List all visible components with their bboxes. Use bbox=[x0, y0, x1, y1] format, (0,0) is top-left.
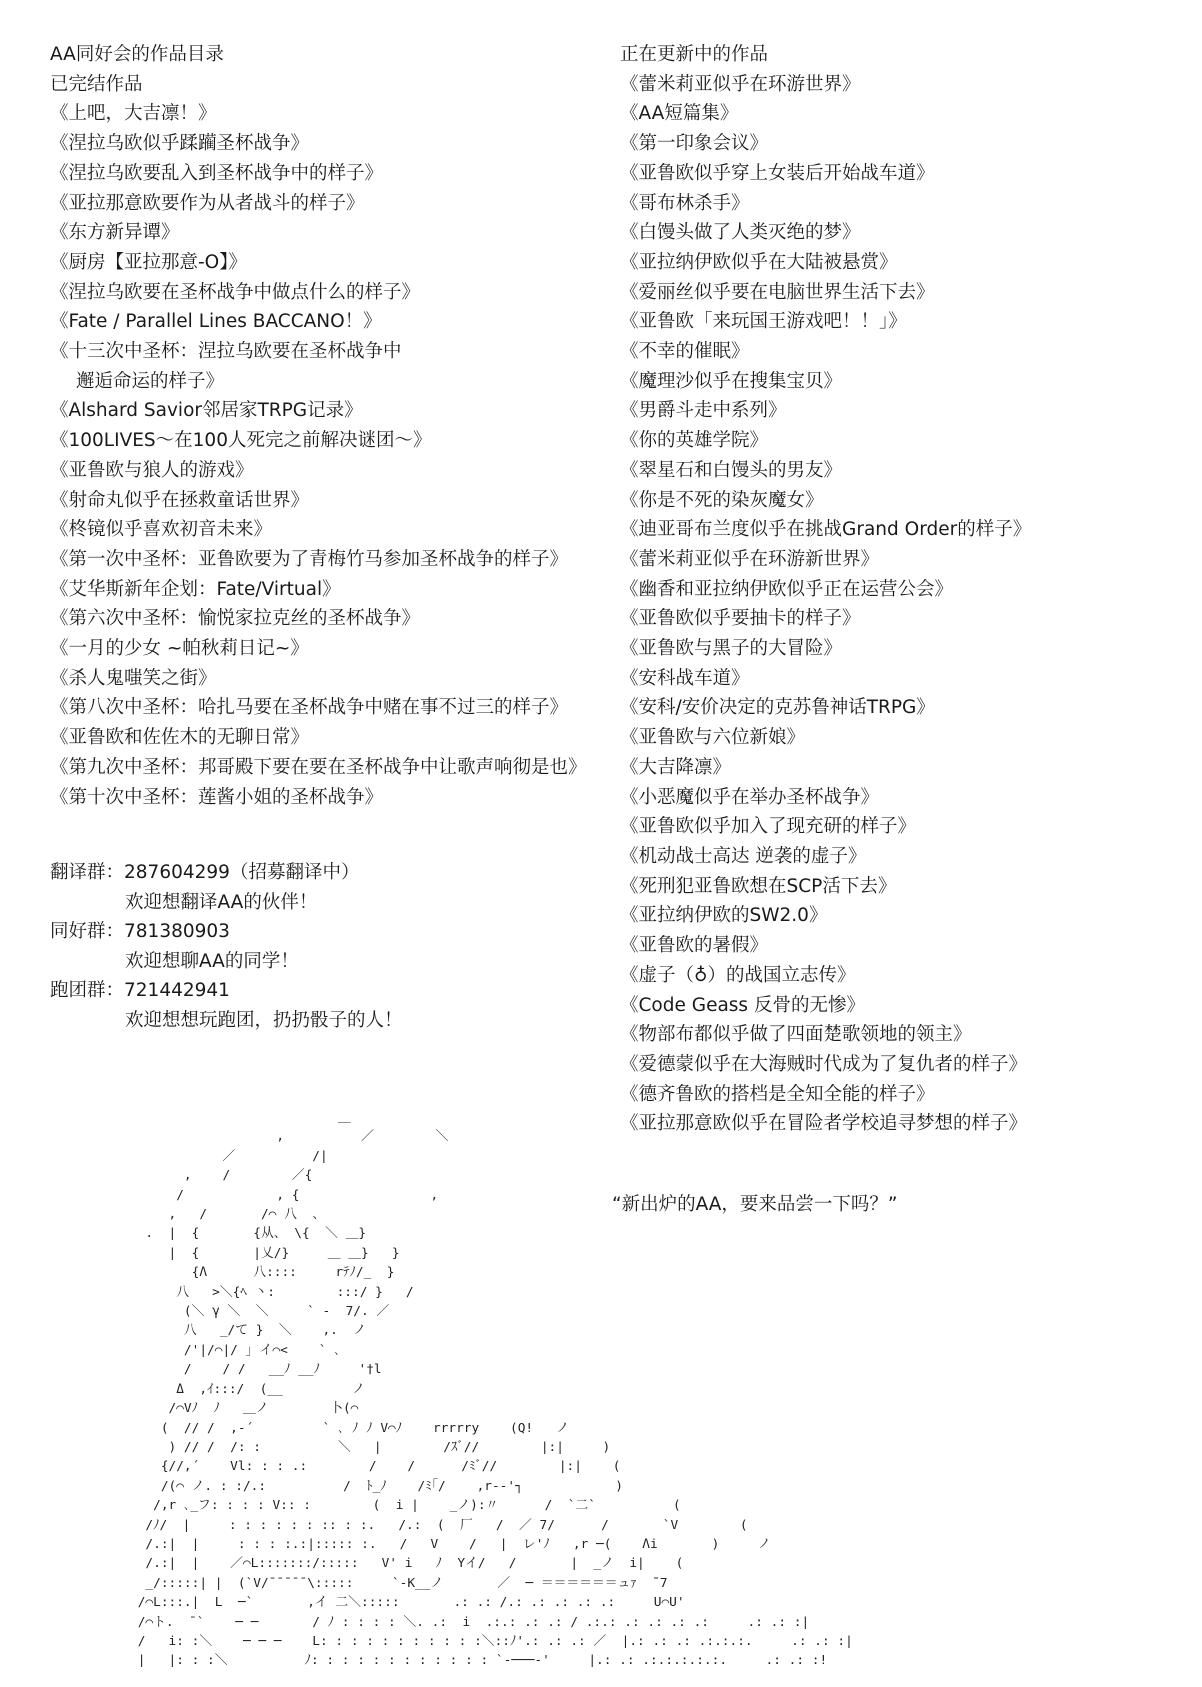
work-item: 《机动战士高达 逆袭的虚子》 bbox=[620, 845, 867, 867]
group-contacts bbox=[50, 858, 590, 1036]
work-item: 《安科战车道》 bbox=[620, 667, 750, 689]
work-item: 《涅拉乌欧要在圣杯战争中做点什么的样子》 bbox=[50, 281, 421, 303]
work-item: 《十三次中圣杯：涅拉乌欧要在圣杯战争中 bbox=[50, 341, 402, 363]
work-item: 《物部布都似乎做了四面楚歌领地的领主》 bbox=[620, 1024, 972, 1046]
translate-group bbox=[50, 858, 590, 888]
work-item: 《涅拉乌欧要乱入到圣杯战争中的样子》 bbox=[50, 162, 384, 184]
work-item: 《一月的少女 ~帕秋莉日记~》 bbox=[50, 638, 309, 660]
work-item: 《小恶魔似乎在举办圣杯战争》 bbox=[620, 786, 880, 808]
work-item: 《东方新异谭》 bbox=[50, 222, 180, 244]
work-item: 《Alshard Savior邻居家TRPG记录》 bbox=[50, 400, 363, 422]
trpg-group bbox=[50, 976, 590, 1006]
catalog-title: AA同好会的作品目录 bbox=[50, 44, 224, 65]
work-item: 《亚鲁欧似乎要抽卡的样子》 bbox=[620, 608, 861, 630]
work-item: 《幽香和亚拉纳伊欧似乎正在运营公会》 bbox=[620, 578, 954, 600]
right-column bbox=[620, 40, 1180, 1139]
work-item: 《上吧，大吉凛！》 bbox=[50, 103, 217, 125]
work-item: 《第九次中圣杯：邦哥殿下要在要在圣杯战争中让歌声响彻是也》 bbox=[50, 756, 587, 778]
work-item: 《亚鲁欧与狼人的游戏》 bbox=[50, 459, 254, 481]
work-item: 《魔理沙似乎在搜集宝贝》 bbox=[620, 370, 843, 392]
work-item: 《Code Geass 反骨的无惨》 bbox=[620, 994, 865, 1016]
fan-group bbox=[50, 917, 590, 947]
work-item: 《杀人鬼嗤笑之街》 bbox=[50, 667, 217, 689]
work-item: 《虚子（♁）的战国立志传》 bbox=[620, 964, 856, 986]
trpg-group-label: 跑团群： bbox=[50, 980, 125, 1002]
work-item: 《不幸的催眠》 bbox=[620, 341, 750, 363]
work-item: 《亚鲁欧「来玩国王游戏吧！！」》 bbox=[620, 311, 907, 333]
work-item: 《第一印象会议》 bbox=[620, 133, 769, 155]
fan-group-note: 欢迎想聊AA的同学！ bbox=[125, 950, 299, 972]
translate-group-note: 欢迎想翻译AA的伙伴！ bbox=[125, 891, 318, 913]
work-item: 《你的英雄学院》 bbox=[620, 430, 769, 452]
work-item: 《大吉降凛》 bbox=[620, 756, 732, 778]
work-item: 《安科/安价决定的克苏鲁神话TRPG》 bbox=[620, 697, 935, 719]
work-item: 《亚鲁欧似乎加入了现充研的样子》 bbox=[620, 816, 917, 838]
ongoing-heading: 正在更新中的作品 bbox=[620, 44, 769, 65]
fan-group-label: 同好群： bbox=[50, 921, 125, 943]
work-item: 《哥布林杀手》 bbox=[620, 192, 750, 214]
work-item: 《射命丸似乎在拯救童话世界》 bbox=[50, 489, 310, 511]
work-item: 《德齐鲁欧的搭档是全知全能的样子》 bbox=[620, 1083, 935, 1105]
work-item: 《白馒头做了人类灭绝的梦》 bbox=[620, 222, 861, 244]
work-item: 《亚鲁欧似乎穿上女装后开始战车道》 bbox=[620, 162, 935, 184]
work-item: 《爱丽丝似乎要在电脑世界生活下去》 bbox=[620, 281, 935, 303]
work-item: 《男爵斗走中系列》 bbox=[620, 400, 787, 422]
work-item: 《亚鲁欧的暑假》 bbox=[620, 935, 769, 957]
translate-group-label: 翻译群： bbox=[50, 862, 125, 883]
trpg-group-note: 欢迎想想玩跑团，扔扔骰子的人！ bbox=[125, 1009, 403, 1031]
work-item: 《亚鲁欧与黑子的大冒险》 bbox=[620, 638, 843, 660]
work-item: 《你是不死的染灰魔女》 bbox=[620, 489, 824, 511]
trpg-group-number: 721442941 bbox=[124, 980, 230, 1002]
work-item: 《蕾米莉亚似乎在环游世界》 bbox=[620, 73, 861, 95]
speech-quote: “新出炉的AA，要来品尝一下吗？” bbox=[612, 1194, 898, 1215]
work-item: 《100LIVES～在100人死完之前解决谜团～》 bbox=[50, 430, 432, 452]
work-item: 《翠星石和白馒头的男友》 bbox=[620, 459, 843, 481]
work-item: 《涅拉乌欧似乎蹂躏圣杯战争》 bbox=[50, 133, 310, 155]
work-item: 《柊镜似乎喜欢初音未来》 bbox=[50, 519, 273, 541]
work-item: 《Fate / Parallel Lines BACCANO！》 bbox=[50, 311, 382, 333]
translate-group-number: 287604299（招募翻译中） bbox=[124, 862, 360, 883]
work-item: 《AA短篇集》 bbox=[620, 103, 739, 125]
work-item: 《亚拉纳伊欧的SW2.0》 bbox=[620, 905, 828, 927]
work-item: 《第一次中圣杯：亚鲁欧要为了青梅竹马参加圣杯战争的样子》 bbox=[50, 548, 569, 570]
ascii-art-illustration: ＿ , ／ ＼ ／ /| , / ／{ / , { , , / /⌒ 八 、 . | { {从、 \{ ＼ ＿} | { |乂/} ＿ ＿} } {Λ 八:::: rﾃﾉ/_ } 八 >＼{ﾍ 丶: :::/ } / (＼ γ ＼ ＼ ` ‐ 7/. ／ 八 _/て } ＼ ,. ノ /'|/⌒|/ ｣ イ⌒< ` ､ / / / __ﾉ __ﾉ '†l Δ ,ｲ:::/ (__ ノ /⌒Vﾉ ﾉ ＿ノ 卜(⌒ ( // / ,‐´ ` ､ ﾉ ﾉ V⌒ﾉ rrrrry (Q! ノ ) // / /: : ＼ | /ｽﾞ// |:| ) {//,´ Vl: : : .: / / /ﾐﾞ// |:| ( /(⌒ ノ. : :/.: / ﾄ_ﾉ /ﾐ｢/ ,r‐‐'┐ ) /,r ､_フ: : : : V:: : ( i | _ノ):〃 / `二` ( /ﾉ/ | : : : : : : :: : :. /.: ( 厂 / ／ 7/ / `V ( /.:| | : : : :.:|::::: :. / V / | レ'ﾉ ,r ─( Λi ) ノ /.:| | ／⌒L:::::::/::::: V' i ﾉ Yイ/ / | _ノ i| ( _/:::::| | (`V/¯¯¯¯¯\::::: `-K__ノ ／ ─ ＝＝＝＝＝＝ュｧ ̄¯7 /⌒L:::.| L ─` ,イ 二＼::::: .: .: /.: .: .: .: .: U⌒U' /⌒ト. ¯` ─ ─ / ﾉ : : : : ＼. .: i .:.: .: .: / .:.: .: .: .: .: .: .: :| / i: :＼ ─ ─ ─ L: : : : : : : : : : :＼::ﾉ'.: .: .: ／ |.: .: .: .:.:.:. .: .: :| | |: : :＼ ﾉ: : : : : : : : : : : : `‐───‐' |.: .: .:.:.:.:.:. .: .: :! bbox=[137, 1110, 853, 1669]
work-item: 《死刑犯亚鲁欧想在SCP活下去》 bbox=[620, 875, 897, 897]
work-item: 《蕾米莉亚似乎在环游新世界》 bbox=[620, 548, 880, 570]
work-item: 《亚鲁欧和佐佐木的无聊日常》 bbox=[50, 727, 310, 749]
work-item: 《亚拉那意欧要作为从者战斗的样子》 bbox=[50, 192, 365, 214]
work-item: 《第六次中圣杯：愉悦家拉克丝的圣杯战争》 bbox=[50, 608, 421, 630]
work-item: 《亚拉那意欧似乎在冒险者学校追寻梦想的样子》 bbox=[620, 1113, 1028, 1135]
work-item: 《厨房【亚拉那意-O】》 bbox=[50, 251, 247, 273]
work-item: 《第八次中圣杯：哈扎马要在圣杯战争中赌在事不过三的样子》 bbox=[50, 697, 569, 719]
work-item: 《艾华斯新年企划：Fate/Virtual》 bbox=[50, 578, 341, 600]
work-item: 《爱德蒙似乎在大海贼时代成为了复仇者的样子》 bbox=[620, 1053, 1028, 1075]
work-item: 《迪亚哥布兰度似乎在挑战Grand Order的样子》 bbox=[620, 519, 1032, 541]
left-column bbox=[50, 40, 610, 812]
work-item: 《亚鲁欧与六位新娘》 bbox=[620, 727, 806, 749]
work-item: 《第十次中圣杯：莲酱小姐的圣杯战争》 bbox=[50, 786, 384, 808]
fan-group-number: 781380903 bbox=[124, 921, 230, 943]
work-item: 《亚拉纳伊欧似乎在大陆被悬赏》 bbox=[620, 251, 898, 273]
work-item-continuation: 邂逅命运的样子》 bbox=[76, 370, 225, 392]
completed-heading: 已完结作品 bbox=[50, 73, 143, 95]
